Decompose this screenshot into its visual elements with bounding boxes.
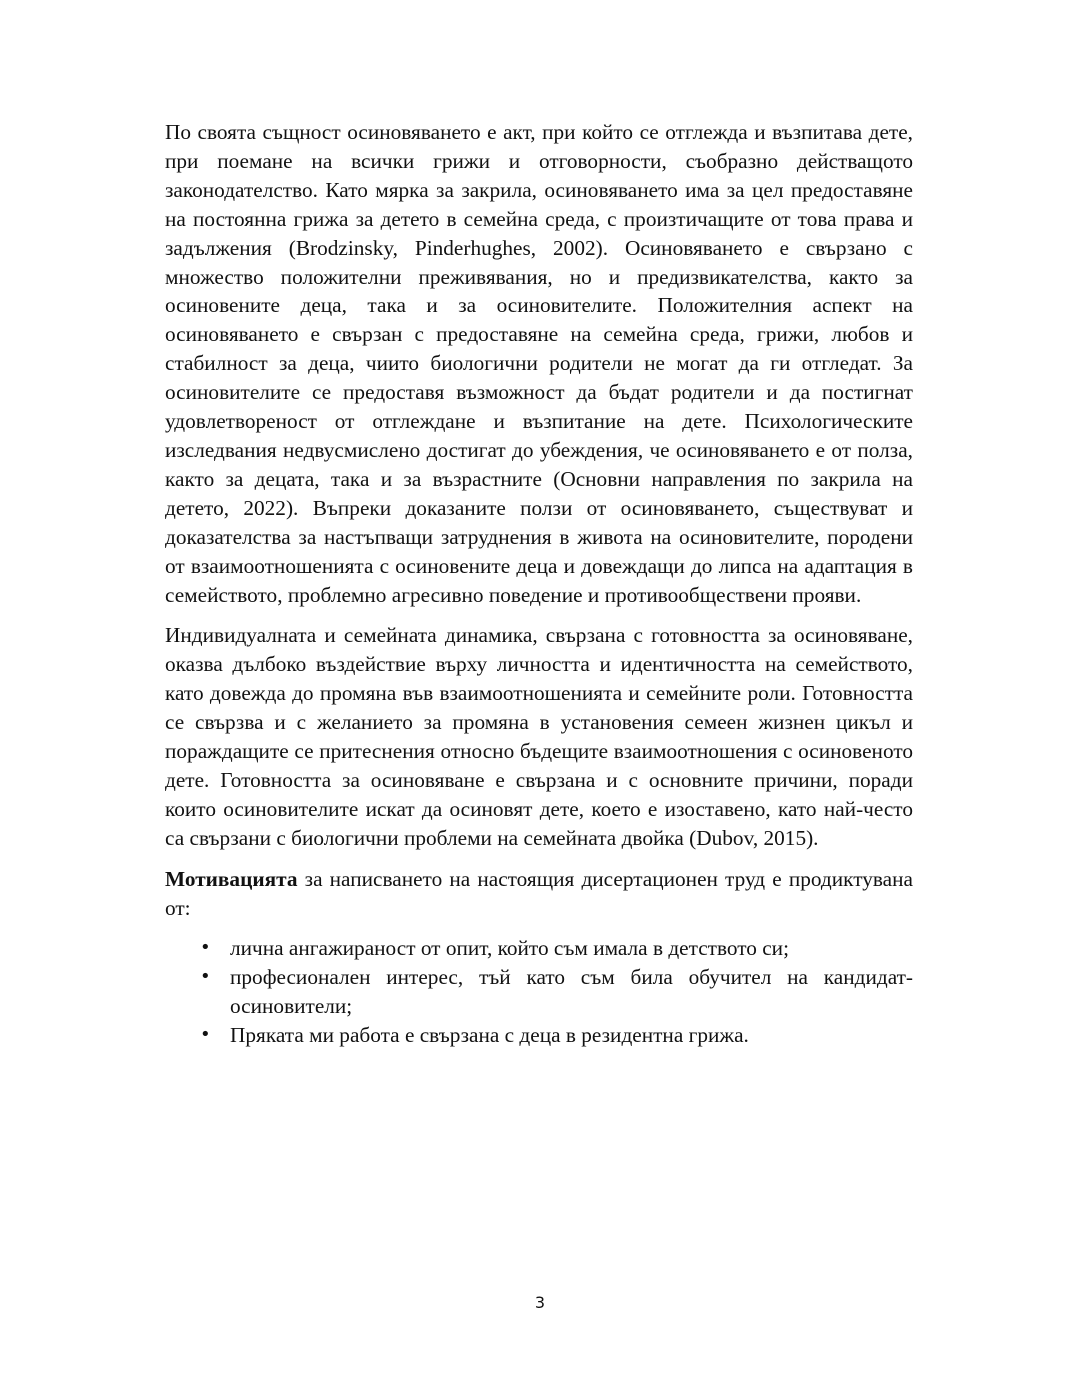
list-item	[165, 963, 913, 1021]
paragraph-motivation	[165, 865, 913, 923]
list-item	[165, 934, 913, 963]
paragraph-adoption-essence: По своята същност осиновяването е акт, при който се отглежда и възпитава дете, при поемане на всички грижи и отговорности, съобразно действащото законодателство. Като мярка за закрила, осиновяването има за цел предоставяне на постоянна грижа за детето в семейна среда, с произтичащите от това права и задължения (Brodzinsky, Pinderhughes, 2002). Осиновяването е свързано с множество положителни преживявания, но и предизвикателства, както за осиновените деца, така и за осиновителите. Положителния аспект на осиновяването е свързан с предоставяне на семейна среда, грижи, любов и стабилност за деца, чиито биологични родители не могат да ги отгледат. За осиновителите се предоставя възможност да бъдат родители и да постигнат удовлетвореност от отглеждане и възпитание на дете. Психологическите изследвания недвусмислено достигат до убеждения, че осиновяването е от полза, както за децата, така и за възрастните (Основни направления по закрила на детето, 2022). Въпреки доказаните ползи от осиновяването, съществуват и доказателства за настъпващи затруднения в живота на осиновителите, породени от взаимоотношенията с осиновените деца и довеждащи до липса на адаптация в семейството, проблемно агресивно поведение и противообществени прояви.	[165, 120, 913, 607]
list-item-text: професионален интерес, тъй като съм била обучител на кандидат-осиновители;	[230, 965, 913, 1019]
page-body	[165, 118, 913, 1050]
bullet-icon: •	[200, 937, 211, 959]
bullet-icon: •	[200, 1024, 211, 1046]
paragraph-family-dynamics: Индивидуалната и семейната динамика, свързана с готовността за осиновяване, оказва дълбоко въздействие върху личността и идентичността на семейството, като довежда до промяна във взаимоотношенията и семейните роли. Готовността се свързва и с желанието за промяна в установения семеен жизнен цикъл и пораждащите се притеснения относно бъдещите взаимоотношения с осиновеното дете. Готовността за осиновяване е свързана и с основните причини, поради които осиновителите искат да осиновят дете, което е изоставено, като най-често са свързани с биологични проблеми на семейната двойка (Dubov, 2015).	[165, 623, 913, 850]
motivation-heading: Мотивацията	[165, 866, 298, 891]
bullet-icon: •	[200, 966, 211, 988]
page-number: 3	[534, 1293, 546, 1312]
motivation-list	[165, 934, 913, 1050]
list-item-text: Пряката ми работа е свързана с деца в резидентна грижа.	[230, 1023, 749, 1048]
list-item-text: лична ангажираност от опит, който съм имала в детството си;	[230, 936, 790, 961]
motivation-text: за написването на настоящия дисертационен труд е продиктувана от:	[165, 866, 913, 920]
list-item	[165, 1021, 913, 1050]
